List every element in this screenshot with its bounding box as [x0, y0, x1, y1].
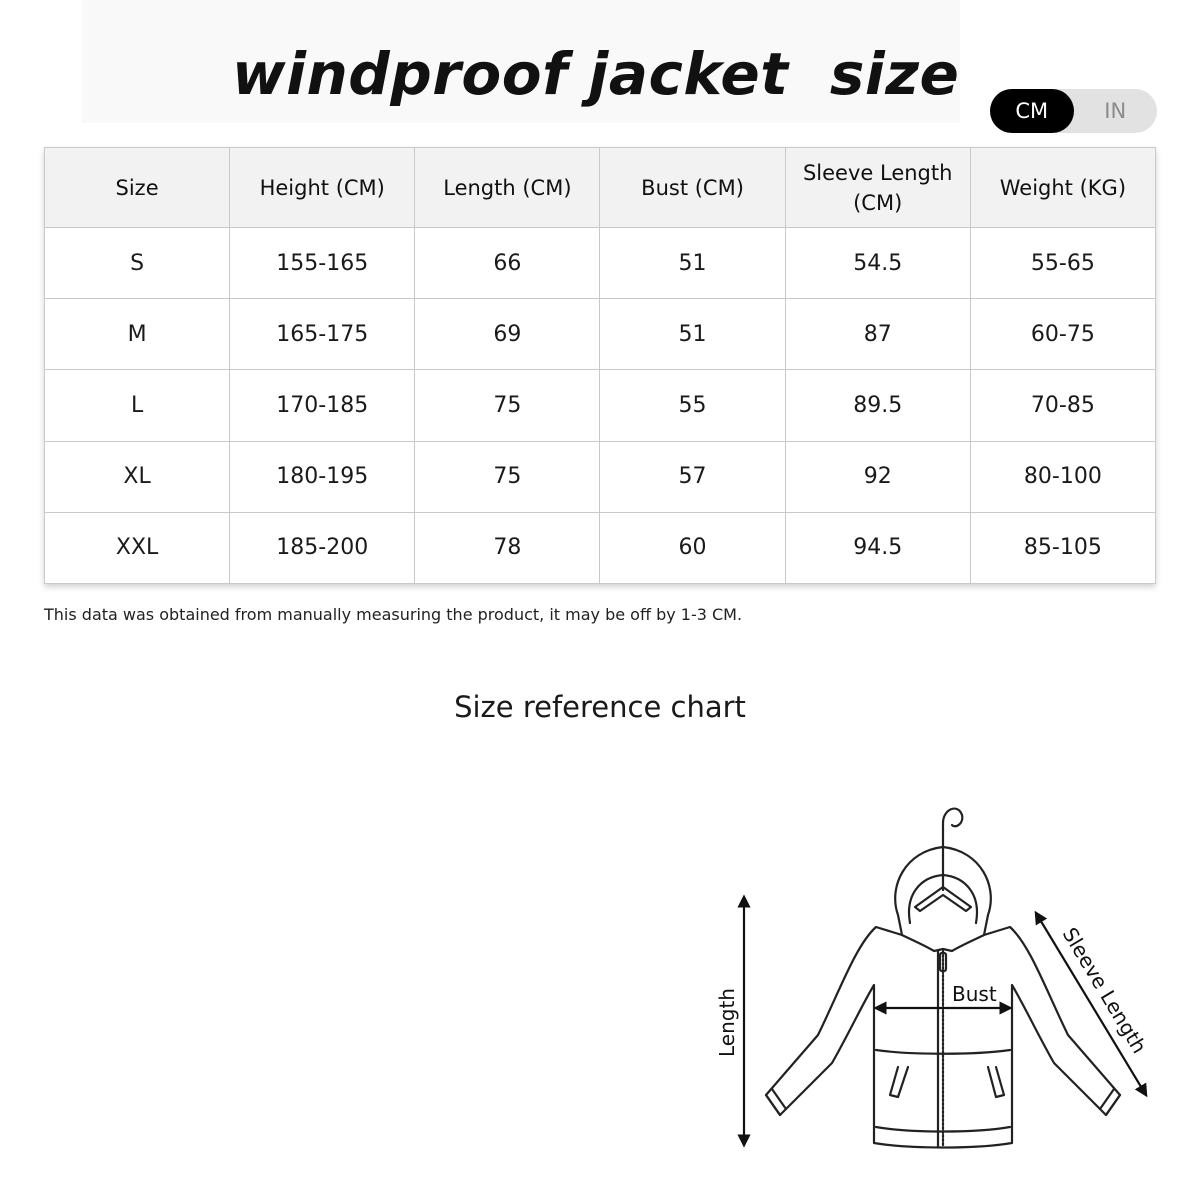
jacket-diagram — [700, 795, 1180, 1155]
size-table — [44, 147, 1156, 584]
table-header-row — [45, 148, 1156, 228]
cell-height: 155-165 — [230, 228, 415, 299]
cell-bust: 51 — [600, 228, 785, 299]
measurement-note: This data was obtained from manually measuring the product, it may be off by 1-3 CM. — [44, 605, 743, 624]
cell-weight: 60-75 — [970, 299, 1155, 370]
cell-length: 75 — [415, 441, 600, 512]
table-row — [45, 370, 1156, 441]
header-weight: Weight (KG) — [970, 148, 1155, 228]
cell-length: 75 — [415, 370, 600, 441]
cell-bust: 57 — [600, 441, 785, 512]
cell-size: S — [45, 228, 230, 299]
header-length: Length (CM) — [415, 148, 600, 228]
unit-toggle[interactable] — [990, 89, 1157, 133]
cell-sleeve-length: 54.5 — [785, 228, 970, 299]
header-bust: Bust (CM) — [600, 148, 785, 228]
cell-weight: 80-100 — [970, 441, 1155, 512]
header-height: Height (CM) — [230, 148, 415, 228]
header-sleeve-length: Sleeve Length (CM) — [785, 148, 970, 228]
cell-bust: 55 — [600, 370, 785, 441]
table-row — [45, 441, 1156, 512]
cell-size: XL — [45, 441, 230, 512]
bust-label: Bust — [952, 982, 997, 1006]
cell-size: XXL — [45, 512, 230, 583]
cell-bust: 51 — [600, 299, 785, 370]
table-row — [45, 512, 1156, 583]
table-row — [45, 228, 1156, 299]
jacket-outline-icon — [766, 809, 1120, 1148]
cell-length: 69 — [415, 299, 600, 370]
cell-length: 78 — [415, 512, 600, 583]
cell-height: 185-200 — [230, 512, 415, 583]
cell-height: 170-185 — [230, 370, 415, 441]
cell-sleeve-length: 89.5 — [785, 370, 970, 441]
cell-bust: 60 — [600, 512, 785, 583]
cell-height: 165-175 — [230, 299, 415, 370]
sleeve-length-label: Sleeve Length — [1057, 923, 1152, 1058]
cell-height: 180-195 — [230, 441, 415, 512]
page-title: windproof jacket size — [232, 40, 960, 108]
cell-size: M — [45, 299, 230, 370]
size-reference-title: Size reference chart — [454, 690, 746, 724]
cell-weight: 70-85 — [970, 370, 1155, 441]
cell-sleeve-length: 87 — [785, 299, 970, 370]
unit-in-option[interactable]: IN — [1104, 99, 1127, 123]
table-row — [45, 299, 1156, 370]
cell-weight: 55-65 — [970, 228, 1155, 299]
cell-length: 66 — [415, 228, 600, 299]
cell-sleeve-length: 94.5 — [785, 512, 970, 583]
length-label: Length — [715, 988, 739, 1057]
unit-cm-option[interactable]: CM — [990, 89, 1074, 133]
header-size: Size — [45, 148, 230, 228]
cell-size: L — [45, 370, 230, 441]
cell-sleeve-length: 92 — [785, 441, 970, 512]
cell-weight: 85-105 — [970, 512, 1155, 583]
